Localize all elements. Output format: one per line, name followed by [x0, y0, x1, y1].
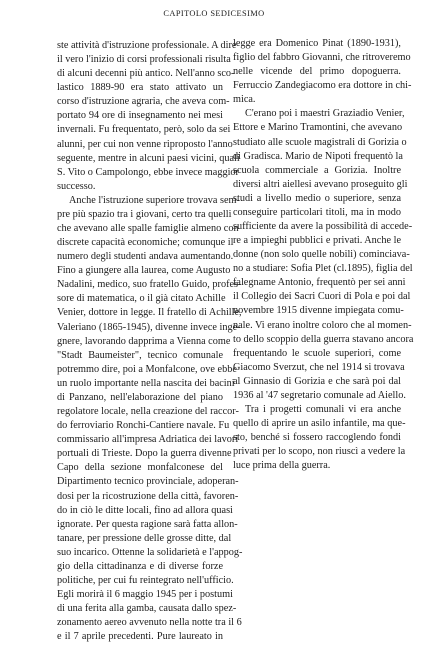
text-line: do ferroviario Ronchi-Cantiere navale. Fu: [57, 420, 230, 432]
text-line: sore di matematica, o il già citato Achille: [57, 293, 226, 305]
text-line: tanare, per pressione delle grosse ditte, dal: [57, 532, 232, 544]
text-line: frequentando le scuole superiori, come: [233, 347, 401, 359]
text-line: no a studiare: Sofia Plet (cl.1895), figlia del: [233, 263, 413, 275]
text-line: to dello scoppio della guerra stavano ancora: [233, 333, 414, 345]
text-line: Dipartimento tecnico provinciale, adoperan-: [57, 476, 239, 488]
text-line: studiato alle scuole magistrali di Gorizia o: [233, 136, 407, 148]
text-line: discrete capacità economiche; comunque il: [57, 237, 234, 249]
text-line: di alcuni decenni più antico. Nell'anno sco-: [57, 68, 235, 80]
text-line: portuali di Trieste. Dopo la guerra divenne: [57, 448, 232, 460]
text-line: Nadalini, medico, suo fratello Guido, profes-: [57, 279, 242, 291]
text-line: Egli morirà il 6 maggio 1945 per i postumi: [57, 589, 233, 601]
text-line: e il 7 aprile precedenti. Pure laureato in: [57, 631, 223, 643]
text-line: alunni, per cui non venne riproposto l'anno: [57, 138, 233, 150]
text-line: quello di aprire un asilo infantile, ma que-: [233, 418, 406, 430]
left-text-column: [57, 39, 243, 644]
text-line: ste attività d'istruzione professionale. A dire: [57, 40, 237, 51]
text-line: suo incarico. Ottenne la solidarietà e l'appog-: [57, 546, 243, 558]
text-line: politiche, per cui fu reintegrato nell'ufficio.: [57, 574, 234, 586]
text-line: scuola commerciale a Gorizia. Inoltre: [233, 164, 401, 176]
text-line: il Collegio dei Sacri Cuori di Pola e poi dal: [233, 291, 411, 303]
text-line: Tra i progetti comunali vi era anche: [245, 404, 401, 416]
text-line: legge era Domenico Pinat (1890-1931),: [233, 38, 401, 49]
text-line: Anche l'istruzione superiore trovava sem-: [69, 194, 240, 206]
text-line: Venier, dottore in legge. Il fratello di Achille,: [57, 307, 242, 319]
text-line: un ruolo importante nella nascita dei bacini: [57, 377, 235, 389]
text-line: zonamento aereo avvenuto nella notte tra il 6: [57, 617, 242, 629]
text-line: conseguire particolari titoli, ma in modo: [233, 206, 401, 218]
text-line: portato 94 ore di insegnamento nei mesi: [57, 110, 223, 122]
text-line: S. Vito o Campolongo, ebbe invece maggior: [57, 166, 239, 178]
text-line: re a impieghi pubblici e privati. Anche le: [233, 235, 401, 247]
text-line: gnere, lavorando dapprima a Vienna come: [57, 335, 231, 347]
text-line: mica.: [233, 94, 256, 106]
text-line: Ferruccio Zandegiacomo era dottore in chi-: [233, 80, 412, 92]
text-line: nelle vicende del primo dopoguerra.: [233, 66, 401, 78]
text-line: Valeriano (1865-1945), divenne invece inge-: [57, 321, 241, 333]
text-line: numero degli studenti andava aumentando.: [57, 251, 234, 263]
text-line: do in ciò le ditte locali, fino ad allora quasi: [57, 504, 233, 516]
text-line: Ettore e Marino Tramontini, che avevano: [233, 122, 403, 134]
text-line: privati per lo scopo, non riuscì a vedere la: [233, 446, 406, 458]
text-line: di Panzano, nell'elaborazione del piano: [57, 391, 223, 403]
text-line: di Gradisca. Mario de Nipoti frequentò la: [233, 150, 403, 162]
text-line: Giacomo Sverzut, che nel 1914 si trovava: [233, 361, 405, 373]
text-line: C'erano poi i maestri Graziadio Venier,: [245, 108, 405, 120]
text-line: pre più spazio tra i giovani, certo tra quelli: [57, 208, 232, 220]
text-line: 1936 al '47 segretario comunale ad Aiello.: [233, 389, 406, 401]
text-line: falegname Antonio, frequentò per sei anni: [233, 277, 406, 289]
text-line: successo.: [57, 180, 96, 192]
text-line: sto, benché si fossero raccoglendo fondi: [233, 432, 401, 444]
text-line: al Ginnasio di Gorizia e che sarà poi dal: [233, 375, 401, 387]
text-line: "Stadt Baumeister", tecnico comunale: [57, 349, 223, 361]
text-line: nale. Vi erano inoltre coloro che al momen-: [233, 319, 412, 331]
text-line: che avevano alle spalle famiglie almeno con: [57, 223, 239, 235]
text-line: gio della cittadinanza e di diverse forze: [57, 560, 223, 572]
text-line: figlio del fabbro Giovanni, che ritroveremo: [233, 52, 411, 64]
text-line: donne (non solo quelle nobili) cominciava-: [233, 249, 410, 261]
text-line: invernali. Fu frequentato, però, solo da sei: [57, 124, 231, 136]
text-line: potremmo dire, poi a Monfalcone, ove ebbe: [57, 363, 237, 375]
text-line: il vero l'inizio di corsi professionali risulta: [57, 54, 231, 66]
running-head: CAPITOLO SEDICESIMO: [163, 9, 265, 18]
text-line: ignorate. Per questa ragione sarà fatta allon-: [57, 518, 238, 530]
text-line: commissario all'impresa Adriatica dei lavori: [57, 434, 239, 446]
text-line: regolatore locale, nella creazione del raccor-: [57, 406, 239, 418]
text-line: di una ferita alla gamba, causata dallo spez-: [57, 603, 237, 615]
text-line: dosi per la ricostruzione della città, favoren-: [57, 490, 239, 502]
text-line: luce prima della guerra.: [233, 460, 331, 472]
text-line: corso d'istruzione agraria, che aveva com-: [57, 96, 230, 108]
text-line: seguente, mentre in alcuni paesi vicini, quali: [57, 152, 240, 164]
text-line: novembre 1915 divenne impiegata comu-: [233, 305, 404, 317]
text-line: studi a livello medio o superiore, senza: [233, 192, 401, 204]
text-line: diversi altri aiellesi avevano proseguito gli: [233, 178, 408, 190]
text-line: sufficiente da avere la possibilità di accede-: [233, 221, 413, 233]
text-line: Fino a giungere alla laurea, come Augusto: [57, 265, 231, 277]
right-text-column: [233, 37, 414, 473]
text-line: Capo della sezione monfalconese del: [57, 462, 223, 474]
text-line: lastico 1889-90 era stato attivato un: [57, 82, 223, 94]
